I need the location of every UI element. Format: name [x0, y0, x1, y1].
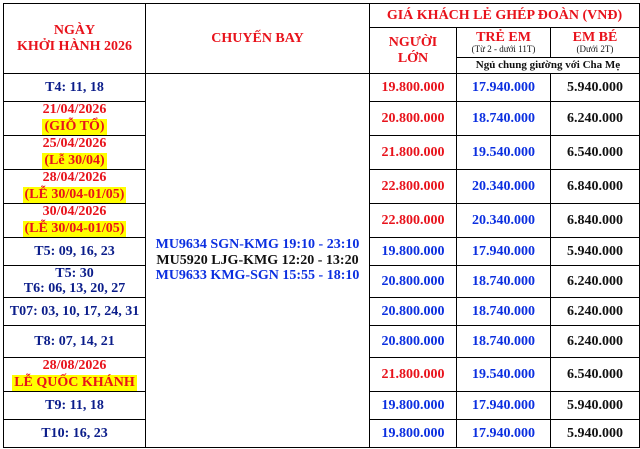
header-departure [4, 4, 146, 74]
flight-return: MU9633 KMG-SGN 15:55 - 18:10 [155, 268, 360, 284]
child-price: 17.940.000 [457, 419, 551, 447]
holiday-date: 30/04/2026 [42, 203, 107, 219]
infant-price: 6.240.000 [551, 102, 640, 136]
departure-date: T8: 07, 14, 21 [4, 325, 146, 357]
holiday-label: (LỄ 30/04-01/05) [24, 187, 125, 203]
departure-date [4, 102, 146, 136]
child-price: 17.940.000 [457, 74, 551, 102]
header-adult-line1: NGƯỜI [388, 35, 438, 51]
child-price: 20.340.000 [457, 169, 551, 203]
adult-price: 22.800.000 [370, 169, 457, 203]
adult-price: 20.800.000 [370, 297, 457, 325]
flight-outbound: MU9634 SGN-KMG 19:10 - 23:10 [155, 237, 360, 253]
holiday-date: 21/04/2026 [42, 102, 107, 117]
holiday-label: (LỄ 30/04-01/05) [24, 221, 125, 237]
infant-price: 5.940.000 [551, 419, 640, 447]
holiday-label: (Lễ 30/04) [44, 153, 105, 169]
adult-price: 21.800.000 [370, 357, 457, 391]
tour-price-table [3, 3, 640, 448]
adult-price: 19.800.000 [370, 419, 457, 447]
departure-date [4, 265, 146, 297]
child-price: 18.740.000 [457, 325, 551, 357]
header-child [457, 28, 551, 58]
infant-price: 6.540.000 [551, 357, 640, 391]
adult-price: 22.800.000 [370, 203, 457, 237]
departure-date [4, 135, 146, 169]
departure-date: T4: 11, 18 [4, 74, 146, 102]
child-price: 17.940.000 [457, 391, 551, 419]
header-infant-label: EM BÉ [572, 29, 618, 45]
adult-price: 19.800.000 [370, 237, 457, 265]
infant-price: 6.540.000 [551, 135, 640, 169]
child-price: 20.340.000 [457, 203, 551, 237]
child-price: 19.540.000 [457, 135, 551, 169]
departure-date [4, 169, 146, 203]
departure-date [4, 357, 146, 391]
departure-date: T07: 03, 10, 17, 24, 31 [4, 297, 146, 325]
infant-price: 6.240.000 [551, 297, 640, 325]
adult-price: 19.800.000 [370, 391, 457, 419]
header-infant-sub: (Dưới 2T) [576, 44, 614, 55]
header-flight: CHUYẾN BAY [146, 4, 370, 74]
child-price: 18.740.000 [457, 265, 551, 297]
flight-domestic: MU5920 LJG-KMG 12:20 - 13:20 [156, 252, 359, 268]
child-price: 18.740.000 [457, 102, 551, 136]
adult-price: 21.800.000 [370, 135, 457, 169]
adult-price: 19.800.000 [370, 74, 457, 102]
flight-schedule [146, 74, 370, 448]
infant-price: 6.240.000 [551, 325, 640, 357]
header-share-bed: Ngủ chung giường với Cha Mẹ [457, 58, 640, 74]
table-row [4, 74, 640, 102]
departure-date [4, 203, 146, 237]
header-price-group: GIÁ KHÁCH LẺ GHÉP ĐOÀN (VNĐ) [370, 4, 640, 28]
header-adult-line2: LỚN [397, 50, 429, 66]
adult-price: 20.800.000 [370, 265, 457, 297]
header-child-sub: (Từ 2 - dưới 11T) [471, 44, 536, 55]
departure-date: T9: 11, 18 [4, 391, 146, 419]
child-price: 18.740.000 [457, 297, 551, 325]
header-adult [370, 28, 457, 74]
holiday-date: 28/08/2026 [42, 357, 107, 373]
child-price: 17.940.000 [457, 237, 551, 265]
departure-date-line1: T5: 30 [55, 266, 94, 282]
header-departure-line1: NGÀY [53, 23, 96, 39]
infant-price: 6.840.000 [551, 169, 640, 203]
holiday-label: LỄ QUỐC KHÁNH [14, 375, 135, 391]
header-child-label: TRẺ EM [476, 29, 531, 45]
header-infant [551, 28, 640, 58]
departure-date: T5: 09, 16, 23 [4, 237, 146, 265]
holiday-date: 25/04/2026 [42, 135, 107, 151]
holiday-date: 28/04/2026 [42, 169, 107, 185]
child-price: 19.540.000 [457, 357, 551, 391]
infant-price: 6.840.000 [551, 203, 640, 237]
departure-date: T10: 16, 23 [4, 419, 146, 447]
header-departure-line2: KHỞI HÀNH 2026 [16, 38, 133, 54]
infant-price: 5.940.000 [551, 391, 640, 419]
infant-price: 5.940.000 [551, 74, 640, 102]
departure-date-line2: T6: 06, 13, 20, 27 [23, 281, 126, 297]
infant-price: 6.240.000 [551, 265, 640, 297]
infant-price: 5.940.000 [551, 237, 640, 265]
adult-price: 20.800.000 [370, 102, 457, 136]
holiday-label: (GIỖ TỔ) [44, 119, 105, 135]
adult-price: 20.800.000 [370, 325, 457, 357]
